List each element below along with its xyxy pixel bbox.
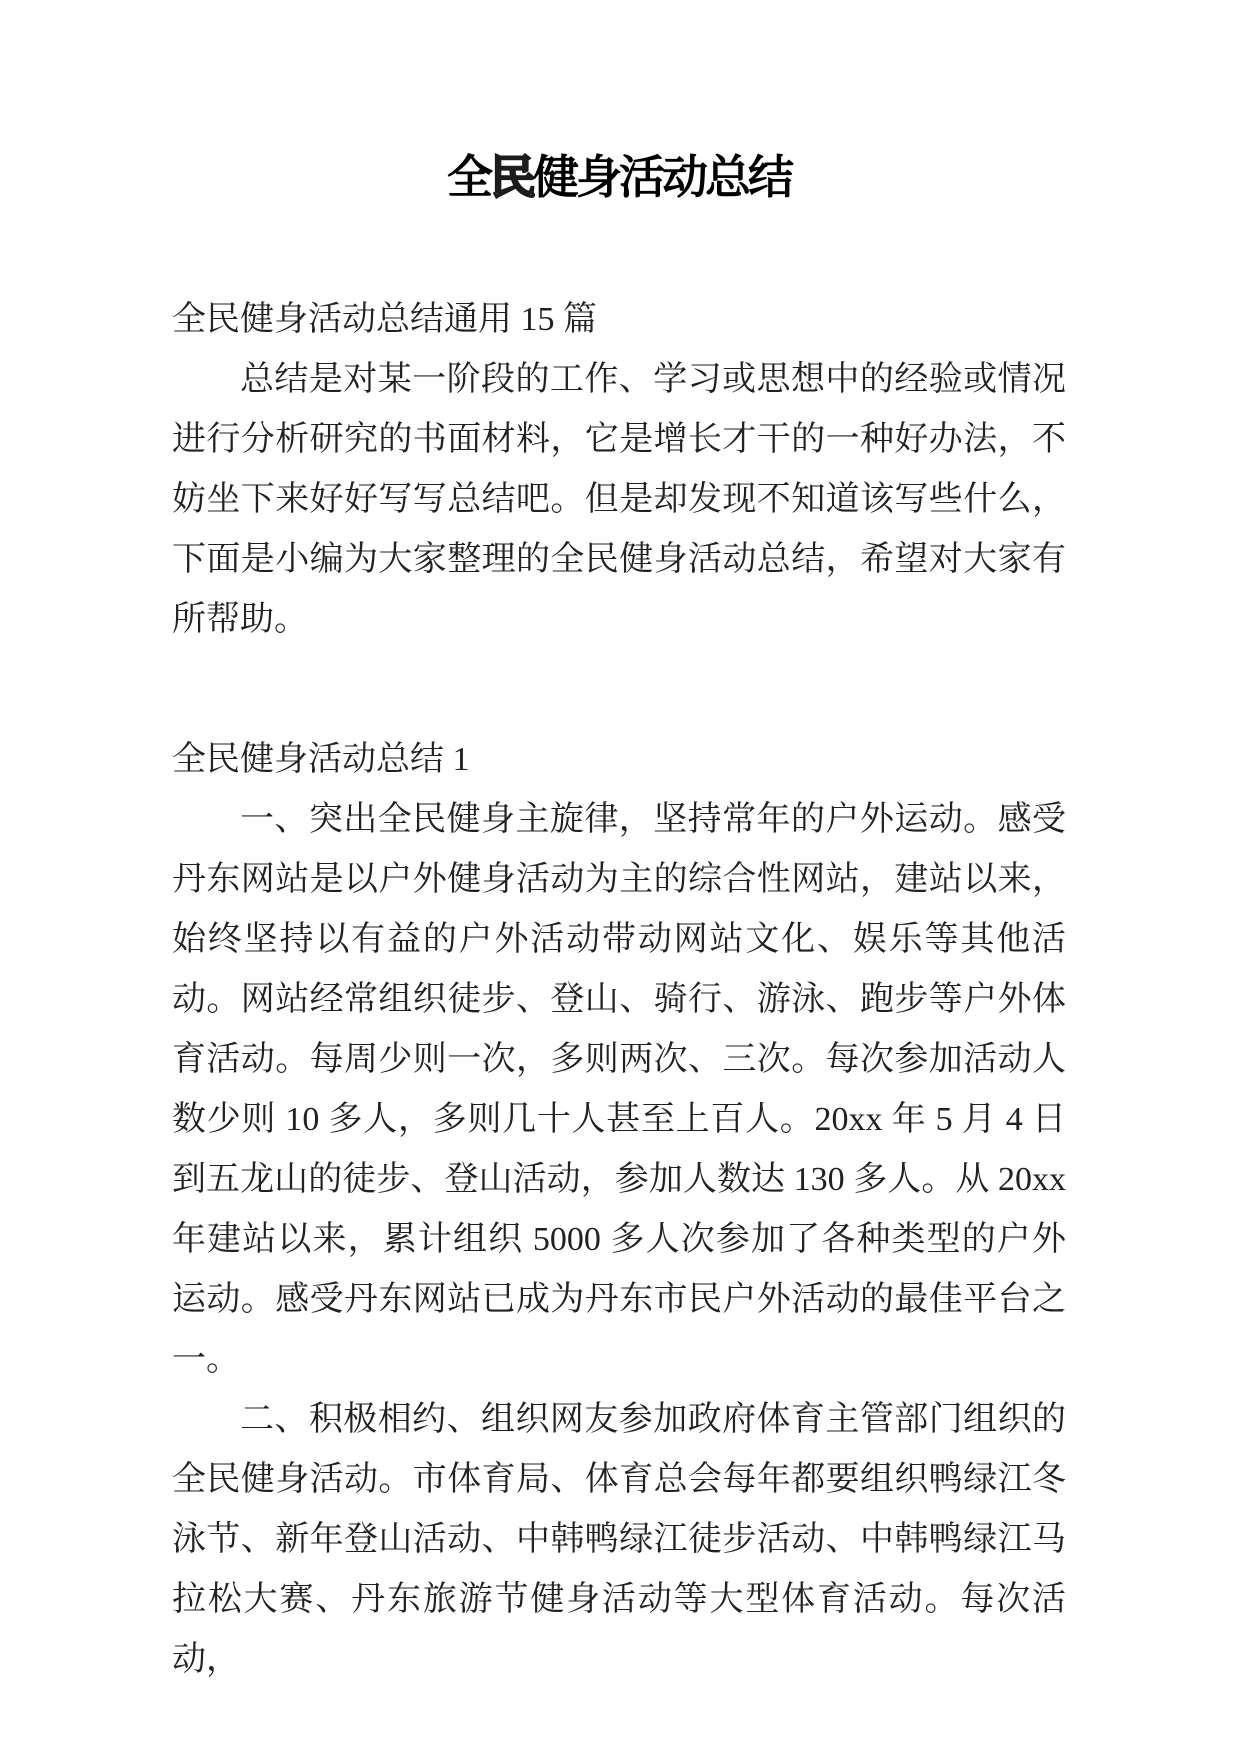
title-segment: 全 bbox=[447, 152, 490, 203]
title-outline-char: 民 bbox=[490, 152, 533, 203]
document-content bbox=[172, 130, 1066, 1690]
paragraph-gap bbox=[172, 650, 1066, 730]
paragraph: 总结是对某一阶段的工作、学习或思想中的经验或情况进行分析研究的书面材料，它是增长才干的一种好办法，不妨坐下来好好写写总结吧。但是却发现不知道该写些什么，下面是小编为大家整理的全民健身活动总结，希望对大家有所帮助。 bbox=[172, 361, 1066, 639]
title-segment: 健身活动总结 bbox=[533, 152, 791, 203]
document-body bbox=[172, 290, 1066, 1690]
section-heading: 全民健身活动总结通用 15 篇 bbox=[172, 301, 597, 339]
document-title bbox=[172, 146, 1066, 210]
paragraph: 二、积极相约、组织网友参加政府体育主管部门组织的全民健身活动。市体育局、体育总会每年都要组织鸭绿江冬泳节、新年登山活动、中韩鸭绿江徒步活动、中韩鸭绿江马拉松大赛、丹东旅游节健身活动等大型体育活动。每次活动， bbox=[172, 1401, 1066, 1679]
section-heading: 全民健身活动总结 1 bbox=[172, 741, 470, 779]
paragraph: 一、突出全民健身主旋律，坚持常年的户外运动。感受丹东网站是以户外健身活动为主的综合性网站，建站以来，始终坚持以有益的户外活动带动网站文化、娱乐等其他活动。网站经常组织徒步、登山、骑行、游泳、跑步等户外体育活动。每周少则一次，多则两次、三次。每次参加活动人数少则 10 多人，多则几十人甚至上百人。20xx 年 5 月 4 日到五龙山的徒步、登山活动，参加人数达 130 多人。从 20xx 年建站以来，累计组织 5000 多人次参加了各种类型的户外运动。感受丹东网站已成为丹东市民户外活动的最佳平台之一。 bbox=[172, 801, 1066, 1379]
